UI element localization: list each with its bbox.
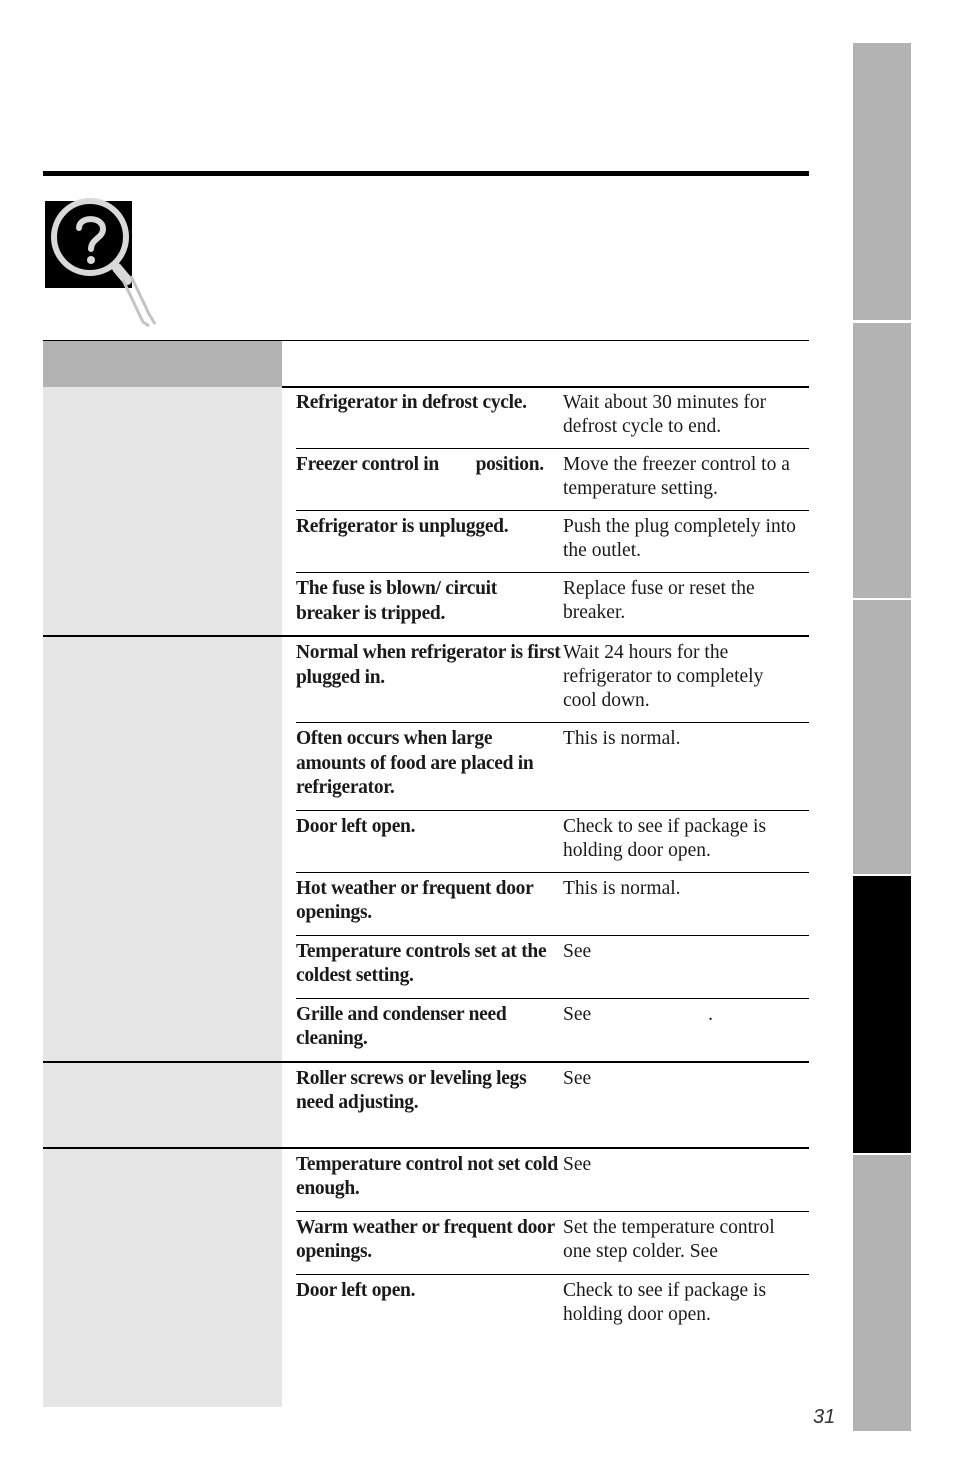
- possible-cause: Grille and condenser need cleaning.: [296, 1003, 507, 1049]
- what-to-do: This is normal.: [563, 728, 681, 749]
- what-to-do: Wait 24 hours for the refrigerator to completely cool down.: [563, 642, 764, 711]
- table-row: [296, 1149, 809, 1211]
- side-tab-3[interactable]: [853, 600, 911, 874]
- problem-cell: [43, 387, 282, 635]
- what-to-do: This is normal.: [563, 877, 681, 899]
- what-to-do: See: [563, 1153, 592, 1175]
- table-row: [296, 1274, 809, 1336]
- what-to-do: Set the temperature control one step colder. See: [563, 1216, 775, 1262]
- magnifier-question-icon: [45, 196, 165, 332]
- what-to-do: Check to see if package is holding door open.: [563, 815, 767, 861]
- side-tab-5[interactable]: [853, 1155, 911, 1431]
- what-to-do: Move the freezer control to a temperature setting.: [563, 454, 790, 499]
- side-tab-1[interactable]: [853, 43, 911, 320]
- problem-group-3: [43, 1063, 809, 1149]
- possible-cause: Door left open.: [296, 1279, 416, 1301]
- possible-cause: Roller screws or leveling legs need adjusting.: [296, 1067, 527, 1113]
- possible-cause: Normal when refrigerator is first plugged in.: [296, 642, 561, 688]
- what-to-do: See: [563, 1067, 592, 1089]
- possible-cause: Often occurs when large amounts of food are placed in refrigerator.: [296, 728, 534, 798]
- table-row: [296, 1211, 809, 1274]
- problem-group-4: [43, 1149, 809, 1407]
- possible-cause: Temperature control not set cold enough.: [296, 1153, 558, 1199]
- table-row: [296, 722, 809, 810]
- problem-cell: [43, 1063, 282, 1147]
- side-tabs: [853, 43, 911, 1431]
- possible-cause: Refrigerator is unplugged.: [296, 516, 509, 537]
- table-row: [296, 1063, 809, 1147]
- possible-cause: Hot weather or frequent door openings.: [296, 877, 534, 923]
- table-row: [296, 810, 809, 872]
- table-header: [43, 340, 809, 387]
- side-tab-2[interactable]: [853, 323, 911, 598]
- what-to-do: Wait about 30 minutes for defrost cycle to end.: [563, 392, 767, 437]
- table-row: [296, 872, 809, 935]
- problem-group-1: [43, 387, 809, 637]
- table-row: [296, 448, 809, 510]
- what-to-do: Push the plug completely into the outlet.: [563, 516, 796, 561]
- possible-cause: Refrigerator in defrost cycle.: [296, 392, 527, 413]
- possible-cause: Freezer control in position.: [296, 454, 544, 475]
- header-rule: [43, 171, 809, 176]
- problem-column-header: [43, 341, 282, 387]
- possible-cause: Temperature controls set at the coldest setting.: [296, 940, 547, 986]
- side-tab-4-active[interactable]: [853, 876, 911, 1153]
- possible-cause: The fuse is blown/ circuit breaker is tripped.: [296, 578, 497, 624]
- table-row: [296, 637, 809, 722]
- table-row: [296, 387, 809, 448]
- problem-group-2: [43, 637, 809, 1063]
- what-to-do: Check to see if package is holding door open.: [563, 1279, 767, 1325]
- what-to-do: See .: [563, 1003, 714, 1025]
- what-to-do: Replace fuse or reset the breaker.: [563, 578, 755, 623]
- possible-cause: Door left open.: [296, 815, 416, 837]
- table-row: [296, 510, 809, 572]
- table-row: [296, 998, 809, 1061]
- problem-cell: [43, 637, 282, 1061]
- page-number: 31: [813, 1406, 836, 1428]
- troubleshooting-table: [43, 340, 809, 1407]
- table-row: [296, 572, 809, 635]
- what-to-do: See: [563, 940, 592, 962]
- table-row: [296, 935, 809, 998]
- possible-cause: Warm weather or frequent door openings.: [296, 1216, 555, 1262]
- problem-cell: [43, 1149, 282, 1407]
